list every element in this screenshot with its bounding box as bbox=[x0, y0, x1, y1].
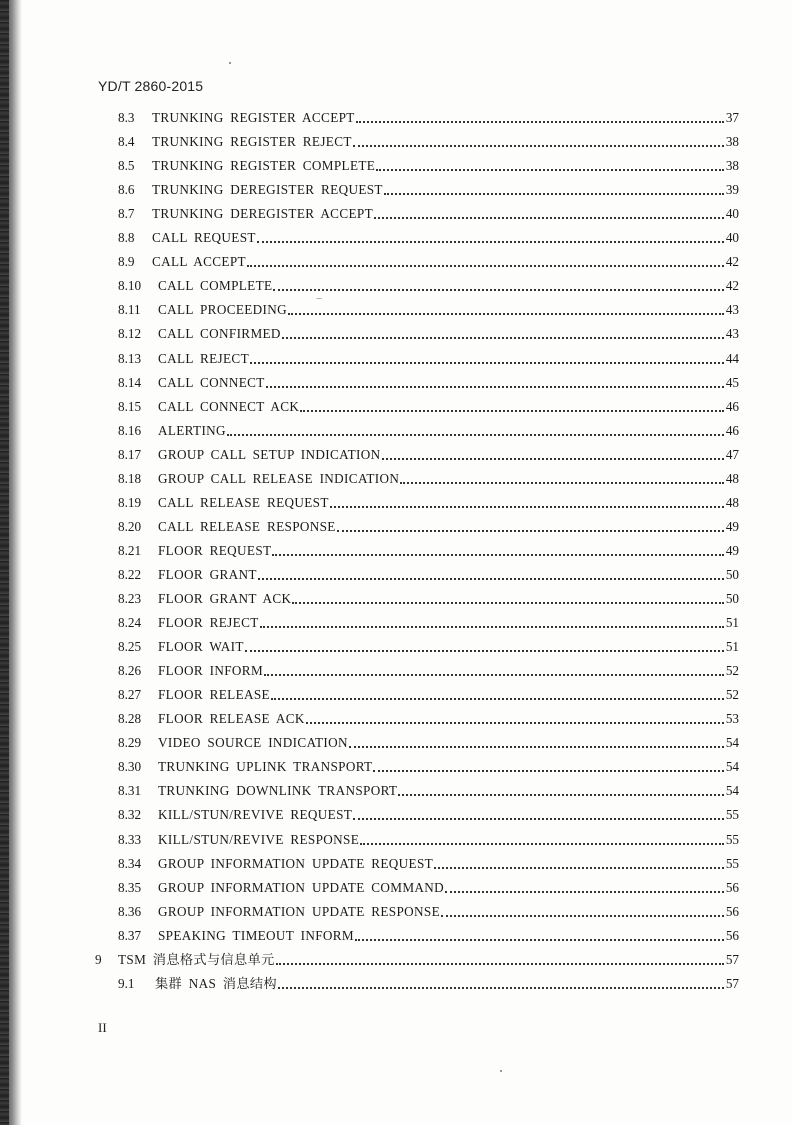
toc-entry[interactable] bbox=[118, 659, 739, 683]
toc-entry-title: GROUP INFORMATION UPDATE REQUEST bbox=[158, 855, 434, 871]
toc-entry-number: 8.16 bbox=[118, 422, 142, 438]
toc-entry-title: VIDEO SOURCE INDICATION bbox=[158, 735, 348, 751]
toc-entry-title: CALL PROCEEDING bbox=[158, 302, 288, 318]
toc-leader-dots bbox=[356, 121, 724, 123]
toc-entry-page: 54 bbox=[725, 783, 739, 799]
toc-entry-number: 8.13 bbox=[118, 350, 142, 366]
toc-entry[interactable] bbox=[118, 683, 739, 707]
toc-leader-dots bbox=[278, 987, 724, 989]
toc-entry-title: FLOOR REQUEST bbox=[158, 542, 272, 558]
toc-entry[interactable] bbox=[118, 154, 739, 178]
toc-leader-dots bbox=[398, 794, 724, 796]
toc-leader-dots bbox=[373, 770, 724, 772]
toc-entry-title: CALL RELEASE RESPONSE bbox=[158, 518, 336, 534]
toc-entry-number: 8.29 bbox=[118, 735, 142, 751]
toc-entry-title: ALERTING bbox=[158, 422, 226, 438]
toc-entry-title: GROUP CALL RELEASE INDICATION bbox=[158, 470, 400, 486]
toc-entry-number: 8.4 bbox=[118, 134, 135, 150]
toc-entry-number: 8.31 bbox=[118, 783, 142, 799]
toc-entry-page: 45 bbox=[725, 374, 739, 390]
toc-leader-dots bbox=[260, 626, 724, 628]
toc-leader-dots bbox=[353, 145, 724, 147]
toc-entry-title: FLOOR WAIT bbox=[158, 639, 244, 655]
toc-entry-title: CALL COMPLETE bbox=[158, 278, 273, 294]
toc-entry[interactable] bbox=[118, 924, 739, 948]
toc-entry-page: 43 bbox=[725, 326, 739, 342]
toc-entry[interactable] bbox=[118, 803, 739, 827]
scan-speck bbox=[229, 62, 231, 64]
toc-entry-number: 8.32 bbox=[118, 807, 142, 823]
toc-entry-title: CALL RELEASE REQUEST bbox=[158, 494, 329, 510]
toc-entry-page: 55 bbox=[725, 807, 739, 823]
toc-entry-number: 8.15 bbox=[118, 398, 142, 414]
toc-leader-dots bbox=[258, 578, 724, 580]
toc-entry-number: 8.7 bbox=[118, 206, 135, 222]
toc-entry-number: 8.36 bbox=[118, 903, 142, 919]
toc-entry-title: KILL/STUN/REVIVE RESPONSE bbox=[158, 831, 360, 847]
toc-entry-number: 8.12 bbox=[118, 326, 142, 342]
toc-leader-dots bbox=[264, 674, 724, 676]
toc-entry-number: 8.35 bbox=[118, 879, 142, 895]
toc-entry-title: FLOOR RELEASE bbox=[158, 687, 270, 703]
toc-entry-page: 46 bbox=[725, 398, 739, 414]
toc-entry[interactable] bbox=[118, 106, 739, 130]
toc-entry[interactable] bbox=[118, 635, 739, 659]
toc-entry-title: KILL/STUN/REVIVE REQUEST bbox=[158, 807, 353, 823]
toc-entry-page: 43 bbox=[725, 302, 739, 318]
toc-entry-page: 51 bbox=[725, 615, 739, 631]
toc-entry-number: 8.18 bbox=[118, 470, 142, 486]
toc-entry[interactable] bbox=[118, 130, 739, 154]
toc-entry[interactable] bbox=[118, 900, 739, 924]
toc-entry-title: GROUP INFORMATION UPDATE COMMAND bbox=[158, 879, 445, 895]
toc-entry[interactable] bbox=[118, 298, 739, 322]
toc-entry-number: 8.11 bbox=[118, 302, 141, 318]
toc-leader-dots bbox=[273, 289, 724, 291]
toc-entry-page: 50 bbox=[725, 566, 739, 582]
toc-leader-dots bbox=[306, 722, 724, 724]
toc-entry[interactable] bbox=[118, 347, 739, 371]
toc-entry-title: CALL ACCEPT bbox=[152, 254, 246, 270]
toc-entry-page: 38 bbox=[725, 134, 739, 150]
toc-entry-number: 8.24 bbox=[118, 615, 142, 631]
toc-entry-page: 48 bbox=[725, 470, 739, 486]
toc-entry[interactable] bbox=[118, 828, 739, 852]
toc-entry-title: CALL CONNECT ACK bbox=[158, 398, 300, 414]
toc-entry[interactable] bbox=[118, 371, 739, 395]
toc-leader-dots bbox=[257, 241, 724, 243]
scan-edge-binding bbox=[0, 0, 9, 1125]
toc-entry[interactable] bbox=[118, 178, 739, 202]
toc-leader-dots bbox=[245, 650, 724, 652]
toc-entry-page: 40 bbox=[725, 206, 739, 222]
toc-entry-page: 40 bbox=[725, 230, 739, 246]
toc-leader-dots bbox=[441, 915, 724, 917]
toc-entry-number: 9.1 bbox=[118, 975, 135, 991]
toc-entry-page: 57 bbox=[725, 975, 739, 991]
toc-entry-number: 8.20 bbox=[118, 518, 142, 534]
toc-leader-dots bbox=[374, 217, 724, 219]
toc-leader-dots bbox=[282, 337, 724, 339]
toc-entry-title: SPEAKING TIMEOUT INFORM bbox=[158, 927, 355, 943]
toc-entry-number: 8.6 bbox=[118, 182, 135, 198]
toc-leader-dots bbox=[355, 939, 724, 941]
toc-entry-page: 42 bbox=[725, 278, 739, 294]
toc-leader-dots bbox=[353, 818, 724, 820]
toc-entry-title: FLOOR GRANT ACK bbox=[158, 591, 292, 606]
toc-entry-number: 8.26 bbox=[118, 663, 142, 679]
toc-entry-page: 37 bbox=[725, 110, 739, 125]
toc-entry-number: 8.17 bbox=[118, 446, 142, 462]
toc-leader-dots bbox=[349, 746, 724, 748]
toc-entry[interactable] bbox=[118, 491, 739, 515]
toc-entry-title: TRUNKING REGISTER COMPLETE bbox=[152, 158, 376, 174]
toc-entry[interactable] bbox=[118, 852, 739, 876]
toc-entry-number: 8.25 bbox=[118, 639, 142, 655]
toc-entry[interactable] bbox=[118, 731, 739, 755]
toc-leader-dots bbox=[288, 313, 724, 315]
toc-entry-title: TRUNKING UPLINK TRANSPORT bbox=[158, 759, 373, 775]
toc-entry-title: TRUNKING DEREGISTER REQUEST bbox=[152, 182, 383, 198]
toc-entry-page: 57 bbox=[725, 951, 739, 967]
toc-leader-dots bbox=[247, 265, 724, 267]
toc-entry-page: 56 bbox=[725, 903, 739, 919]
toc-entry-title: CALL REJECT bbox=[158, 350, 249, 366]
toc-leader-dots bbox=[384, 193, 724, 195]
toc-entry-page: 51 bbox=[725, 639, 739, 655]
toc-entry-page: 53 bbox=[725, 711, 739, 727]
scan-speck bbox=[500, 1070, 502, 1072]
page-number-footer: II bbox=[98, 1020, 107, 1035]
toc-entry-title: FLOOR RELEASE ACK bbox=[158, 711, 305, 727]
toc-entry-page: 55 bbox=[725, 831, 739, 847]
toc-entry-title: FLOOR INFORM bbox=[158, 663, 264, 679]
toc-entry-page: 47 bbox=[725, 446, 739, 462]
toc-entry-title: CALL CONFIRMED bbox=[158, 326, 281, 342]
toc-entry-number: 8.19 bbox=[118, 494, 142, 510]
toc-entry-page: 42 bbox=[725, 254, 739, 270]
toc-leader-dots bbox=[330, 506, 724, 508]
toc-entry[interactable] bbox=[118, 226, 739, 250]
toc-entry-number: 9 bbox=[95, 951, 102, 967]
toc-entry[interactable] bbox=[118, 250, 739, 274]
toc-entry-page: 39 bbox=[725, 182, 739, 198]
scan-speck bbox=[316, 298, 322, 299]
toc-entry-page: 49 bbox=[725, 518, 739, 534]
toc-leader-dots bbox=[300, 410, 724, 412]
toc-entry[interactable] bbox=[118, 611, 739, 635]
toc-leader-dots bbox=[250, 362, 724, 364]
toc-entry[interactable] bbox=[118, 779, 739, 803]
toc-entry-title: FLOOR GRANT bbox=[158, 566, 257, 582]
toc-entry-page: 52 bbox=[725, 687, 739, 703]
toc-entry-page: 56 bbox=[725, 879, 739, 895]
toc-entry-page: 56 bbox=[725, 927, 739, 943]
toc-leader-dots bbox=[434, 867, 724, 869]
toc-entry-number: 8.8 bbox=[118, 230, 135, 246]
toc-entry[interactable] bbox=[95, 948, 739, 972]
toc-entry-number: 8.34 bbox=[118, 855, 142, 871]
toc-entry-number: 8.9 bbox=[118, 254, 135, 270]
document-code-header: YD/T 2860-2015 bbox=[98, 78, 204, 94]
toc-entry[interactable] bbox=[118, 972, 739, 996]
toc-entry-number: 8.14 bbox=[118, 374, 142, 390]
toc-leader-dots bbox=[382, 458, 725, 460]
toc-entry-title: 集群 NAS 消息结构 bbox=[155, 975, 277, 991]
toc-entry[interactable] bbox=[118, 539, 739, 563]
toc-entry-page: 52 bbox=[725, 663, 739, 679]
toc-leader-dots bbox=[376, 169, 724, 171]
toc-leader-dots bbox=[360, 843, 724, 845]
toc-entry-title: TRUNKING REGISTER REJECT bbox=[152, 134, 352, 150]
toc-entry-title: CALL REQUEST bbox=[152, 230, 256, 246]
toc-entry-page: 50 bbox=[725, 591, 739, 606]
toc-entry-number: 8.22 bbox=[118, 566, 142, 582]
toc-entry-number: 8.37 bbox=[118, 927, 142, 943]
toc-entry-title: TRUNKING DOWNLINK TRANSPORT bbox=[158, 783, 398, 799]
toc-entry-number: 8.28 bbox=[118, 711, 142, 727]
toc-entry-page: 55 bbox=[725, 855, 739, 871]
toc-leader-dots bbox=[400, 482, 724, 484]
toc-entry[interactable] bbox=[118, 419, 739, 443]
toc-leader-dots bbox=[227, 434, 724, 436]
toc-entry-page: 48 bbox=[725, 494, 739, 510]
toc-entry-number: 8.3 bbox=[118, 110, 135, 125]
toc-entry-page: 54 bbox=[725, 759, 739, 775]
toc-entry-title: TRUNKING REGISTER ACCEPT bbox=[152, 110, 355, 125]
toc-entry-page: 54 bbox=[725, 735, 739, 751]
toc-entry[interactable] bbox=[118, 515, 739, 539]
toc-entry-title: TSM 消息格式与信息单元 bbox=[118, 951, 275, 967]
toc-entry-title: FLOOR REJECT bbox=[158, 615, 259, 631]
toc-leader-dots bbox=[266, 386, 724, 388]
toc-entry-page: 44 bbox=[725, 350, 739, 366]
toc-entry[interactable] bbox=[118, 274, 739, 298]
toc-entry-page: 46 bbox=[725, 422, 739, 438]
toc-leader-dots bbox=[337, 530, 724, 532]
toc-entry-page: 38 bbox=[725, 158, 739, 174]
toc-entry-number: 8.30 bbox=[118, 759, 142, 775]
toc-entry-number: 8.33 bbox=[118, 831, 142, 847]
toc-entry-title: TRUNKING DEREGISTER ACCEPT bbox=[152, 206, 373, 222]
toc-entry-number: 8.10 bbox=[118, 278, 142, 294]
toc-entry-number: 8.27 bbox=[118, 687, 142, 703]
toc-leader-dots bbox=[271, 698, 724, 700]
toc-entry[interactable] bbox=[118, 563, 739, 587]
toc-entry[interactable] bbox=[118, 467, 739, 491]
toc-entry[interactable] bbox=[118, 322, 739, 346]
toc-entry-page: 49 bbox=[725, 542, 739, 558]
toc-entry[interactable] bbox=[118, 587, 739, 611]
toc-entry[interactable] bbox=[118, 443, 739, 467]
toc-entry-title: GROUP CALL SETUP INDICATION bbox=[158, 446, 381, 462]
toc-entry[interactable] bbox=[118, 755, 739, 779]
toc-leader-dots bbox=[292, 602, 724, 604]
toc-entry[interactable] bbox=[118, 395, 739, 419]
toc-leader-dots bbox=[276, 963, 724, 965]
toc-leader-dots bbox=[272, 554, 724, 556]
toc-entry[interactable] bbox=[118, 876, 739, 900]
toc-entry[interactable] bbox=[118, 707, 739, 731]
toc-entry-title: CALL CONNECT bbox=[158, 374, 265, 390]
toc-entry-number: 8.5 bbox=[118, 158, 135, 174]
toc-entry-number: 8.21 bbox=[118, 542, 142, 558]
toc-entry-number: 8.23 bbox=[118, 591, 142, 606]
toc-entry[interactable] bbox=[118, 202, 739, 226]
toc-entry-title: GROUP INFORMATION UPDATE RESPONSE bbox=[158, 903, 441, 919]
toc-leader-dots bbox=[445, 891, 724, 893]
